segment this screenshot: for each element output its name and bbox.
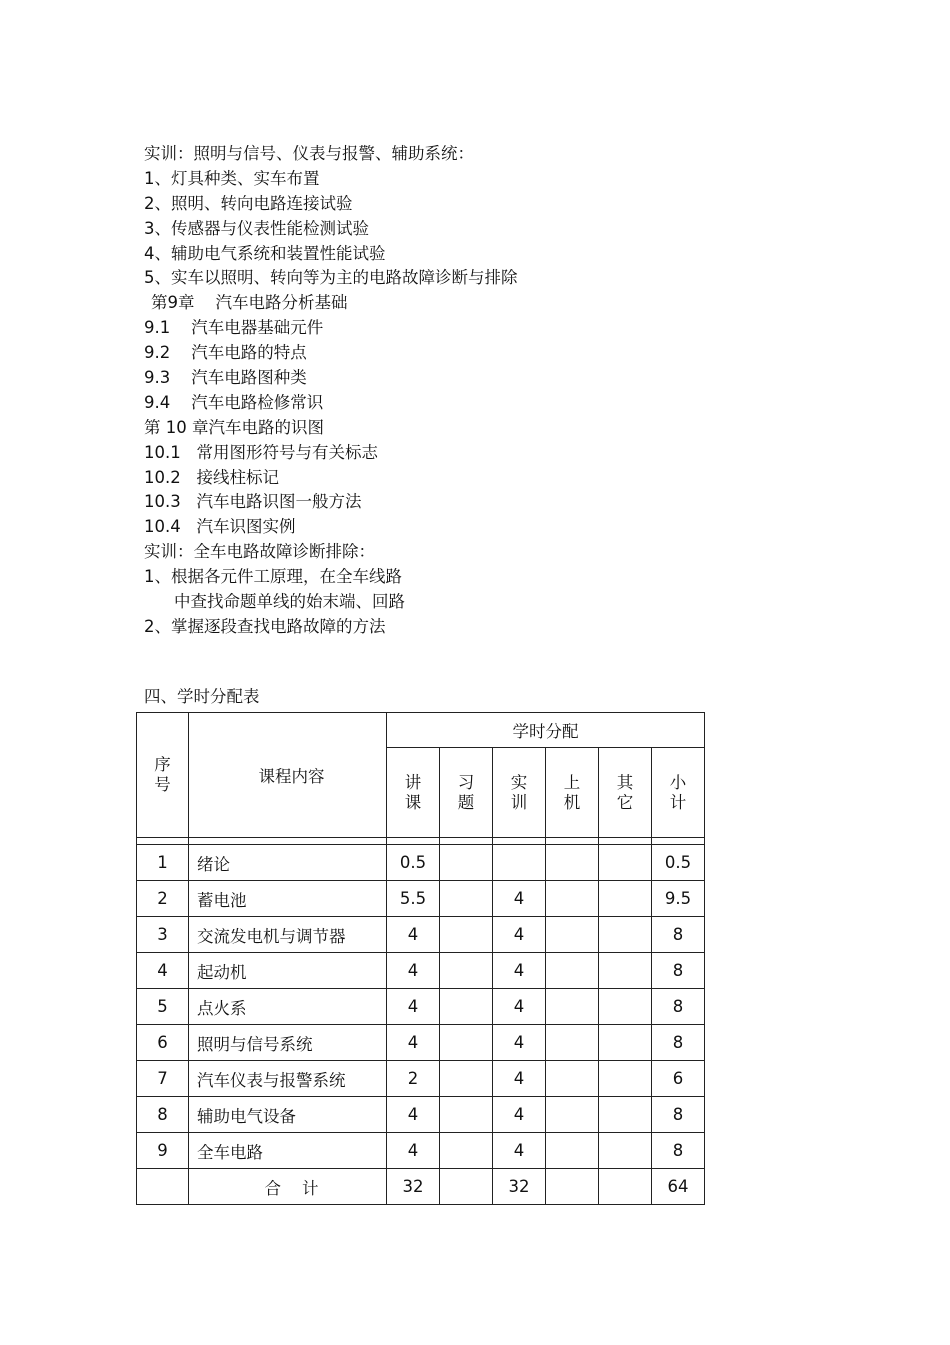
hours-cell-小计: 8 [652, 1025, 705, 1061]
table-row [137, 1133, 705, 1169]
hours-cell-其它 [599, 1133, 652, 1169]
hours-cell-习题 [440, 881, 493, 917]
course-name: 全车电路 [189, 1133, 387, 1169]
hours-cell-实训: 4 [493, 1061, 546, 1097]
header-sub-1: 习题 [440, 748, 493, 838]
hours-cell-实训: 4 [493, 1097, 546, 1133]
hours-cell-实训: 4 [493, 917, 546, 953]
row-number: 7 [137, 1061, 189, 1097]
table-row [137, 1097, 705, 1133]
row-number: 1 [137, 845, 189, 881]
hours-cell-实训: 4 [493, 1133, 546, 1169]
hours-cell-讲课: 4 [387, 989, 440, 1025]
hours-cell-其它 [599, 989, 652, 1025]
hours-cell-上机 [546, 1169, 599, 1205]
row-number: 5 [137, 989, 189, 1025]
header-no: 序号 [137, 713, 189, 838]
text-line: 9.1 汽车电器基础元件 [144, 318, 324, 338]
row-number: 6 [137, 1025, 189, 1061]
spacer-row [137, 838, 705, 845]
hours-cell-实训 [493, 845, 546, 881]
hours-cell-实训: 4 [493, 989, 546, 1025]
hours-cell-上机 [546, 917, 599, 953]
hours-cell-习题 [440, 1061, 493, 1097]
hours-cell-讲课: 4 [387, 1097, 440, 1133]
hours-cell-习题 [440, 1133, 493, 1169]
text-line: 4、辅助电气系统和装置性能试验 [144, 243, 386, 263]
text-line: 1、灯具种类、实车布置 [144, 168, 320, 188]
text-line: 中查找命题单线的始末端、回路 [174, 592, 405, 612]
table-row [137, 881, 705, 917]
course-name: 绪论 [189, 845, 387, 881]
section-title: 四、学时分配表 [144, 687, 260, 706]
course-name: 辅助电气设备 [189, 1097, 387, 1133]
table-row [137, 917, 705, 953]
text-line: 9.4 汽车电路检修常识 [144, 392, 324, 412]
header-sub-3: 上机 [546, 748, 599, 838]
text-line: 9.3 汽车电路图种类 [144, 368, 307, 388]
text-line: 实训：全车电路故障诊断排除： [144, 542, 375, 562]
hours-cell-小计: 64 [652, 1169, 705, 1205]
hours-cell-其它 [599, 845, 652, 881]
hours-cell-上机 [546, 1133, 599, 1169]
row-number: 3 [137, 917, 189, 953]
hours-cell-实训: 4 [493, 953, 546, 989]
text-line: 10.4 汽车识图实例 [144, 517, 296, 537]
header-sub-5: 小计 [652, 748, 705, 838]
hours-cell-上机 [546, 881, 599, 917]
hours-cell-讲课: 5.5 [387, 881, 440, 917]
hours-cell-习题 [440, 953, 493, 989]
course-name: 点火系 [189, 989, 387, 1025]
hours-cell-小计: 9.5 [652, 881, 705, 917]
hours-cell-习题 [440, 1169, 493, 1205]
hours-cell-小计: 0.5 [652, 845, 705, 881]
hours-cell-其它 [599, 881, 652, 917]
text-line: 2、照明、转向电路连接试验 [144, 193, 353, 213]
hours-cell-上机 [546, 1025, 599, 1061]
hours-cell-实训: 4 [493, 1025, 546, 1061]
header-course: 课程内容 [189, 713, 387, 838]
hours-cell-其它 [599, 1169, 652, 1205]
hours-cell-小计: 8 [652, 917, 705, 953]
hours-cell-其它 [599, 1025, 652, 1061]
course-name: 起动机 [189, 953, 387, 989]
hours-cell-习题 [440, 989, 493, 1025]
total-label: 合 计 [189, 1169, 387, 1205]
hours-cell-上机 [546, 953, 599, 989]
text-line: 9.2 汽车电路的特点 [144, 343, 307, 363]
header-sub-4: 其它 [599, 748, 652, 838]
table-row [137, 1061, 705, 1097]
hours-cell-习题 [440, 1097, 493, 1133]
hours-cell-小计: 6 [652, 1061, 705, 1097]
text-line: 10.1 常用图形符号与有关标志 [144, 442, 378, 462]
content-lines [144, 142, 764, 640]
hours-cell-上机 [546, 1061, 599, 1097]
hours-cell-讲课: 4 [387, 1133, 440, 1169]
hours-cell-讲课: 0.5 [387, 845, 440, 881]
row-number: 9 [137, 1133, 189, 1169]
course-name: 汽车仪表与报警系统 [189, 1061, 387, 1097]
text-line: 第 10 章汽车电路的识图 [144, 417, 324, 437]
row-number: 4 [137, 953, 189, 989]
hours-cell-其它 [599, 1061, 652, 1097]
hours-cell-讲课: 4 [387, 953, 440, 989]
hours-cell-实训: 32 [493, 1169, 546, 1205]
text-line: 第9章 汽车电路分析基础 [151, 293, 348, 313]
hours-cell-讲课: 32 [387, 1169, 440, 1205]
hours-cell-小计: 8 [652, 953, 705, 989]
hours-cell-小计: 8 [652, 989, 705, 1025]
table-row [137, 845, 705, 881]
hours-cell-习题 [440, 917, 493, 953]
hours-cell-小计: 8 [652, 1097, 705, 1133]
table-row [137, 1025, 705, 1061]
hours-cell-实训: 4 [493, 881, 546, 917]
hours-cell-上机 [546, 1097, 599, 1133]
text-line: 1、根据各元件工原理，在全车线路 [144, 567, 402, 587]
text-line: 5、实车以照明、转向等为主的电路故障诊断与排除 [144, 268, 518, 288]
row-number: 2 [137, 881, 189, 917]
hours-cell-习题 [440, 1025, 493, 1061]
hours-cell-讲课: 4 [387, 1025, 440, 1061]
header-group: 学时分配 [387, 713, 705, 748]
row-number: 8 [137, 1097, 189, 1133]
course-name: 蓄电池 [189, 881, 387, 917]
hours-cell-其它 [599, 917, 652, 953]
course-name: 照明与信号系统 [189, 1025, 387, 1061]
course-name: 交流发电机与调节器 [189, 917, 387, 953]
table-row [137, 953, 705, 989]
header-sub-2: 实训 [493, 748, 546, 838]
text-line: 10.3 汽车电路识图一般方法 [144, 492, 362, 512]
hours-cell-讲课: 2 [387, 1061, 440, 1097]
hours-cell-讲课: 4 [387, 917, 440, 953]
text-line: 2、掌握逐段查找电路故障的方法 [144, 616, 386, 636]
hours-table [136, 712, 705, 1205]
text-line: 3、传感器与仪表性能检测试验 [144, 218, 369, 238]
table-row [137, 989, 705, 1025]
hours-cell-上机 [546, 989, 599, 1025]
text-line: 实训：照明与信号、仪表与报警、辅助系统： [144, 144, 474, 163]
header-sub-0: 讲课 [387, 748, 440, 838]
hours-cell-习题 [440, 845, 493, 881]
hours-cell-其它 [599, 953, 652, 989]
total-row [137, 1169, 705, 1205]
hours-cell-上机 [546, 845, 599, 881]
text-line: 10.2 接线柱标记 [144, 467, 279, 487]
hours-cell-小计: 8 [652, 1133, 705, 1169]
hours-cell-其它 [599, 1097, 652, 1133]
row-number [137, 1169, 189, 1205]
